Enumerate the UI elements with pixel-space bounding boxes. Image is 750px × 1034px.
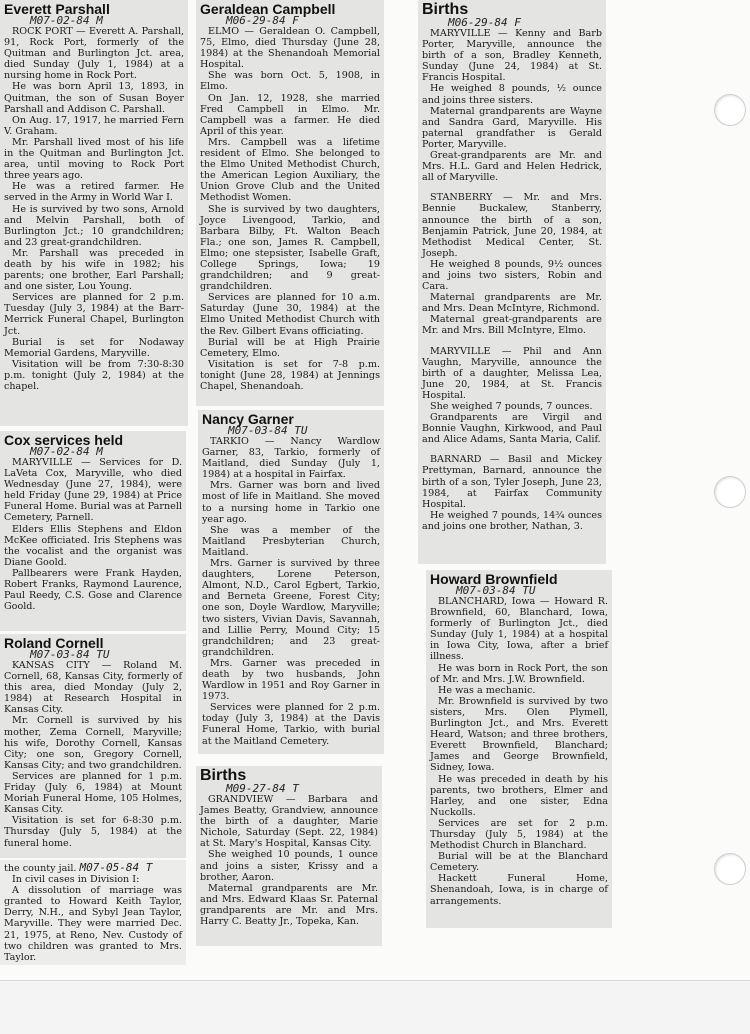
article-body: the county jail. M07-05-84 T In civil cases in Division I: A dissolution of marriage was granted to Howard Keith Taylor, Derry, N.H., and Sybyl Jean Taylor, Maryville. They were married Dec. 21, 1975, at Reno, Nev. Custody of two children was granted to Mrs. Taylor. xyxy=(4,861,182,963)
date-stamp: M07-05-84 T xyxy=(79,861,153,874)
date-stamp: M07-03-84 TU xyxy=(228,424,308,437)
headline: Howard Brownfield xyxy=(430,571,558,587)
headline: Cox services held xyxy=(4,432,124,448)
article-body: MARYVILLE — Services for D. LaVeta Cox, Maryville, who died Wednesday (June 27, 1984), were held Friday (June 29, 1984) at Price Funeral Home. Burial was at Parnell Cemetery, Parnell. Elders Ellis Stephens and Eldon McKee officiated. Iris Stephens was the vocalist and the organist was Diane Goold. Pallbearers were Frank Hayden, Robert Franks, Raymond Laurence, Paul Reedy, C.S. Gose and Clarence Goold. xyxy=(4,457,182,613)
clipping-court-news xyxy=(0,860,186,965)
clipping-cox-services xyxy=(0,431,186,631)
article-body: TARKIO — Nancy Wardlow Garner, 83, Tarkio, formerly of Maitland, died Sunday (July 1, 1984) at a hospital in Fairfax. Mrs. Garner was born and lived most of life in Maitland. She moved to a nursing home in Tarkio one year ago. She was a member of the Maitland Presbyterian Church, Maitland. Mrs. Garner is survived by three daughters, Lorene Peterson, Almont, N.D., Carol Egbert, Tarkio, and Berneta Greene, Forest City; one son, Doyle Wardlow, Maryville; two sisters, Vivian Davis, Savannah, and Lillie Perry, Mound City; 15 grandchildren; and 23 great-grandchildren. Mrs. Garner was preceded in death by two husbands, John Wardlow in 1951 and Roy Garner in 1973. Services were planned for 2 p.m. today (July 3, 1984) at the Davis Funeral Home, Tarkio, with burial at the Maitland Cemetery. xyxy=(202,436,380,747)
date-stamp: M07-03-84 TU xyxy=(30,648,110,661)
punch-hole-bottom xyxy=(714,853,746,885)
article-body: BLANCHARD, Iowa — Howard R. Brownfield, 60, Blanchard, Iowa, formerly of Burlington Jct., died Sunday (July 1, 1984) at a hospital in Iowa City, Iowa, after a brief illness. He was born in Rock Port, the son of Mr. and Mrs. J.W. Brownfield. He was a mechanic. Mr. Brownfield is survived by two sisters, Mrs. Olen Plymell, Burlington Jct., and Mrs. Everett Heard, Watson; and three brothers, Everett Brownfield, Blanchard; James and George Brownfield, Sidney, Iowa. He was preceded in death by his parents, two brothers, Elmer and Harley, and one sister, Edna Nuckolls. Services are set for 2 p.m. Thursday (July 5, 1984) at the Methodist Church in Blanchard. Burial will be at the Blanchard Cemetery. Hackett Funeral Home, Shenandoah, Iowa, is in charge of arrangements. xyxy=(430,596,608,907)
date-stamp: M07-02-84 M xyxy=(30,445,103,458)
article-body: GRANDVIEW — Barbara and James Beatty, Grandview, announce the birth of a daughter, Marie Nichole, Saturday (Sept. 22, 1984) at St. Mary's Hospital, Kansas City. She weighed 10 pounds, 1 ounce and joins a sister, Krissy and a brother, Aaron. Maternal grandparents are Mr. and Mrs. Edward Klaas Sr. Paternal grandparents are Mr. and Mrs. Harry C. Beatty Jr., Topeka, Kan. xyxy=(200,794,378,928)
headline: Nancy Garner xyxy=(202,411,294,427)
clipping-births xyxy=(418,0,606,564)
headline: Roland Cornell xyxy=(4,635,104,651)
punch-hole-top xyxy=(714,94,746,126)
punch-hole-middle xyxy=(714,476,746,508)
date-stamp: M07-03-84 TU xyxy=(456,584,536,597)
clipping-births-beatty xyxy=(196,766,382,946)
article-body: MARYVILLE — Kenny and Barb Porter, Maryville, announce the birth of a son, Bradley Kenneth, Sunday (June 24, 1984) at St. Francis Hospital. He weighed 8 pounds, ½ ounce and joins three sisters. Maternal grandparents are Wayne and Sandra Gard, Maryville. His paternal grandfather is Gerald Porter, Maryville. Great-grandparents are Mr. and Mrs. H.L. Gard and Helen Hedrick, all of Maryville. STANBERRY — Mr. and Mrs. Bennie Buckalew, Stanberry, announce the birth of a son, Benjamin Patrick, June 20, 1984, at Methodist Medical Center, St. Joseph. He weighed 8 pounds, 9½ ounces and joins two sisters, Robin and Cara. Maternal grandparents are Mr. and Mrs. Dean McIntyre, Richmond. Maternal great-grandparents are Mr. and Mrs. Bill McIntyre, Elmo. MARYVILLE — Phil and Ann Vaughn, Maryville, announce the birth of a daughter, Melissa Lea, June 20, 1984, at St. Francis Hospital. She weighed 7 pounds, 7 ounces. Grandparents are Virgil and Bonnie Vaughn, Kirkwood, and Paul and Alice Adams, Santa Maria, Calif. BARNARD — Basil and Mickey Prettyman, Barnard, announce the birth of a son, Tyler Joseph, June 23, 1984, at Fairfax Community Hospital. He weighed 7 pounds, 14¾ ounces and joins one brother, Nathan, 3. xyxy=(422,28,602,532)
scan-bed-margin xyxy=(0,980,750,1034)
article-body: ELMO — Geraldean O. Campbell, 75, Elmo, died Thursday (June 28, 1984) at the Shenandoah Memorial Hospital. She was born Oct. 5, 1908, in Elmo. On Jan. 12, 1928, she married Fred Campbell in Elmo. Mr. Campbell was a farmer. He died April of this year. Mrs. Campbell was a lifetime resident of Elmo. She belonged to the Elmo United Methodist Church, the American Legion Auxiliary, the Union Grove Club and the United Methodist Women. She is survived by two daughters, Joyce Livengood, Tarkio, and Barbara Bilby, Ft. Walton Beach Fla.; one son, James R. Campbell, Elmo; one stepsister, Isabelle Graft, College Springs, Iowa; 19 grandchildren; and 9 great-grandchildren. Services are planned for 10 a.m. Saturday (June 30, 1984) at the Elmo United Methodist Church with the Rev. Gilbert Evans officiating. Burial will be at High Prairie Cemetery, Elmo. Visitation is set for 7-8 p.m. tonight (June 28, 1984) at Jennings Chapel, Shenandoah. xyxy=(200,26,380,392)
headline: Everett Parshall xyxy=(4,1,110,17)
court-first-line: the county jail. xyxy=(4,863,77,874)
headline: Births xyxy=(200,767,247,784)
date-stamp: M06-29-84 F xyxy=(226,14,299,27)
date-stamp: M09-27-84 T xyxy=(226,782,299,795)
headline: Births xyxy=(422,1,469,18)
clipping-roland-cornell xyxy=(0,634,186,858)
date-stamp: M07-02-84 M xyxy=(30,14,103,27)
clipping-nancy-garner xyxy=(198,410,384,754)
clipping-geraldean-campbell xyxy=(196,0,384,406)
clipping-howard-brownfield xyxy=(426,570,612,928)
headline: Geraldean Campbell xyxy=(200,1,336,17)
clipping-everett-parshall xyxy=(0,0,188,426)
article-body: ROCK PORT — Everett A. Parshall, 91, Rock Port, formerly of the Quitman and Burlington Jct. area, died Sunday (July 1, 1984) at a nursing home in Rock Port. He was born April 13, 1893, in Quitman, the son of Susan Boyer Parshall and Addison C. Parshall. On Aug. 17, 1917, he married Fern V. Graham. Mr. Parshall lived most of his life in the Quitman and Burlington Jct. area, until moving to Rock Port three years ago. He was a retired farmer. He served in the Army in World War I. He is survived by two sons, Arnold and Melvin Parshall, both of Burlington Jct.; 10 grandchildren; and 23 great-grandchildren. Mr. Parshall was preceded in death by his wife in 1982; his parents; one brother, Earl Parshall; and one sister, Lou Young. Services are planned for 2 p.m. Tuesday (July 3, 1984) at the Barr-Merrick Funeral Chapel, Burlington Jct. Burial is set for Nodaway Memorial Gardens, Maryville. Visitation will be from 7:30-8:30 p.m. tonight (July 2, 1984) at the chapel. xyxy=(4,26,184,392)
article-body: KANSAS CITY — Roland M. Cornell, 68, Kansas City, formerly of this area, died Monday (July 2, 1984) at Research Hospital in Kansas City. Mr. Cornell is survived by his mother, Zema Cornell, Maryville; his wife, Dorothy Cornell, Kansas City; one son, Gregory Cornell, Kansas City; and two grandchildren. Services are planned for 1 p.m. Friday (July 6, 1984) at Mount Moriah Funeral Home, 105 Holmes, Kansas City. Visitation is set for 6-8:30 p.m. Thursday (July 5, 1984) at the funeral home. xyxy=(4,660,182,849)
date-stamp: M06-29-84 F xyxy=(448,16,521,29)
